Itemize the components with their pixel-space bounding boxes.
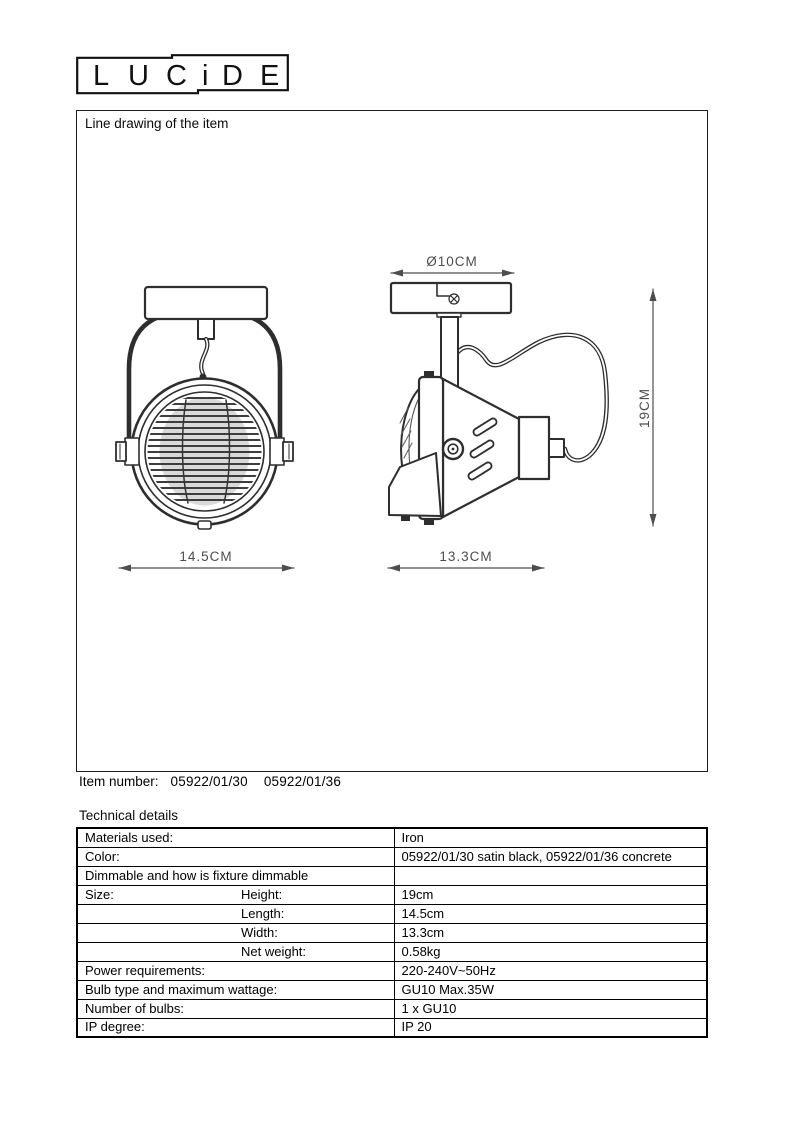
spec-value: 14.5cm <box>394 904 707 923</box>
logo-letter: D <box>222 60 243 92</box>
logo-letter: E <box>260 60 280 92</box>
item-number-value: 05922/01/30 <box>170 774 248 789</box>
cable-connector <box>549 439 564 457</box>
technical-details-heading: Technical details <box>79 808 179 823</box>
bottom-flap <box>389 453 441 516</box>
table-row <box>77 923 707 942</box>
table-row <box>77 904 707 923</box>
spec-sublabel: Net weight: <box>241 943 307 959</box>
spec-sublabel: Length: <box>241 905 285 921</box>
rim-bottom-nub <box>424 518 434 525</box>
table-row <box>77 961 707 980</box>
item-number-label: Item number: <box>79 774 159 789</box>
mount-screw-icon <box>449 294 459 304</box>
table-row <box>77 980 707 999</box>
item-number-line <box>79 774 357 789</box>
dim-plate-diameter: Ø10CM <box>426 254 478 269</box>
table-row <box>77 942 707 961</box>
spec-label: Bulb type and maximum wattage: <box>85 981 278 997</box>
table-row <box>77 828 707 847</box>
spec-label: Dimmable and how is fixture dimmable <box>85 867 309 883</box>
logo-letter: L <box>93 60 110 92</box>
logo-letter: U <box>128 60 149 92</box>
table-row <box>77 866 707 885</box>
logo-letter: i <box>202 60 209 92</box>
panel-title: Line drawing of the item <box>85 116 229 131</box>
dim-height: 19CM <box>637 387 652 429</box>
line-drawing-panel <box>76 110 708 772</box>
line-drawing <box>77 111 705 769</box>
flap-nub <box>401 516 410 521</box>
spec-value: 0.58kg <box>394 942 707 961</box>
bottom-tab <box>198 521 211 529</box>
spec-sublabel: Width: <box>241 924 278 940</box>
spec-value: IP 20 <box>394 1018 707 1037</box>
spec-value <box>394 866 707 885</box>
table-row <box>77 847 707 866</box>
side-view-drawing <box>389 283 607 525</box>
dim-side-width: 13.3CM <box>439 549 493 564</box>
spec-value: 1 x GU10 <box>394 999 707 1018</box>
rear-cap <box>519 417 549 479</box>
pivot-screw <box>443 439 463 459</box>
mount-stem <box>198 319 214 339</box>
logo-letter: C <box>166 60 187 92</box>
spec-value: 13.3cm <box>394 923 707 942</box>
technical-details-table <box>76 827 708 1038</box>
spec-label: Power requirements: <box>85 962 205 978</box>
spec-label: Number of bulbs: <box>85 1000 184 1016</box>
spec-label: Color: <box>85 848 120 864</box>
ceiling-plate <box>145 287 267 319</box>
table-row <box>77 1018 707 1037</box>
knob-plate-right <box>270 438 284 465</box>
spec-label: Materials used: <box>85 829 174 845</box>
spec-sublabel: Height: <box>241 886 283 902</box>
adjust-knob-left <box>116 442 126 461</box>
adjust-knob-right <box>283 442 293 461</box>
front-view-drawing <box>116 287 293 529</box>
spec-value: Iron <box>394 828 707 847</box>
item-number-value: 05922/01/36 <box>263 774 342 789</box>
spec-label: Size: <box>85 886 114 902</box>
dim-front-width: 14.5CM <box>179 549 233 564</box>
spec-value: GU10 Max.35W <box>394 980 707 999</box>
table-row <box>77 999 707 1018</box>
table-row <box>77 885 707 904</box>
rim-top-nub <box>424 371 434 378</box>
lucide-logo <box>76 54 289 95</box>
spec-label: IP degree: <box>85 1019 145 1035</box>
spec-value: 05922/01/30 satin black, 05922/01/36 concrete <box>394 847 707 866</box>
spec-value: 220-240V~50Hz <box>394 961 707 980</box>
knob-plate-left <box>125 438 139 465</box>
spec-value: 19cm <box>394 885 707 904</box>
